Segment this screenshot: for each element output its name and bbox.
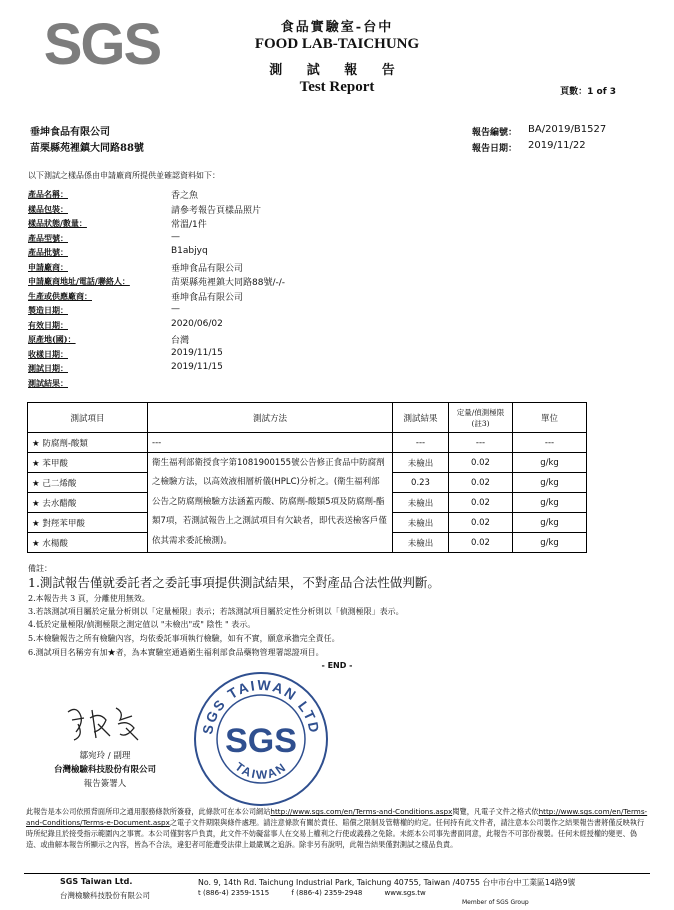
report-no-value: BA/2019/B1527 — [528, 124, 607, 135]
company-seal — [190, 668, 332, 810]
footer-company-en: SGS Taiwan Ltd. — [60, 877, 133, 886]
handwritten-signature — [62, 702, 142, 744]
group-limit: --- — [449, 433, 513, 453]
disclaimer-text: 此報告是本公司依照背面所印之通用服務條款所簽發，此條款可在本公司網站 — [26, 807, 271, 816]
method-text: 衛生福利部衛授食字第1081900155號公告修正食品中防腐劑之檢驗方法，以高效液相層析儀(HPLC)分析之。(衛生福利部公告之防腐劑檢驗方法涵蓋丙酸、防腐劑-酸類5項及防腐劑-酯類7項，若測試報告上之測試項目有欠缺者，即代表送檢客戶僅依其需求委託檢測)。 — [148, 453, 393, 553]
signer-company: 台灣檢驗科技股份有限公司 — [53, 765, 156, 775]
footer-contact: t (886-4) 2359-1515 f (886-4) 2359-2948 www.sgs.tw — [198, 889, 426, 897]
field-label: 測試日期： — [28, 363, 68, 373]
group-result: --- — [393, 433, 449, 453]
field-label: 申請廠商地址/電話/聯絡人： — [28, 276, 130, 286]
report-title-cn: 測 試 報 告 — [269, 63, 405, 78]
item-name: ★ 去水醋酸 — [28, 493, 148, 513]
field-value: 苗栗縣苑裡鎮大同路88號/-/- — [171, 278, 286, 288]
table-row — [28, 453, 587, 473]
field-value: 垂坤食品有限公司 — [171, 292, 244, 303]
field-label: 樣品包裝： — [28, 203, 68, 214]
item-result: 未檢出 — [393, 533, 449, 553]
item-unit: g/kg — [513, 473, 587, 493]
col-method: 測試方法 — [148, 403, 393, 433]
field-label: 有效日期： — [28, 319, 68, 330]
report-date-value: 2019/11/22 — [528, 140, 586, 151]
svg-text:SGS TAIWAN LTD: SGS TAIWAN LTD — [199, 676, 323, 736]
field-label: 產品名稱： — [28, 189, 68, 199]
item-limit: 0.02 — [449, 473, 513, 493]
field-label: 產品批號： — [28, 247, 68, 257]
e-doc-terms-link[interactable]: http://www.sgs.com/en/Terms-and-Conditions/Terms-e-Document.aspx — [26, 807, 648, 827]
field-label: 產品型號： — [28, 232, 68, 243]
item-result: 0.23 — [393, 473, 449, 493]
item-name: ★ 己二烯酸 — [28, 473, 148, 493]
footer-member: Member of SGS Group — [462, 899, 529, 906]
report-title-en: Test Report — [299, 79, 375, 95]
results-table — [27, 402, 587, 553]
field-value: 2019/11/15 — [171, 362, 223, 372]
field-label: 生產或供應廠商： — [28, 290, 92, 301]
item-name: ★ 對羥苯甲酸 — [28, 513, 148, 533]
item-result: 未檢出 — [393, 513, 449, 533]
lab-name-cn: 食品實驗室-台中 — [280, 20, 394, 35]
disclaimer-text: 閱覽，凡電子文件之格式依 — [452, 807, 539, 816]
item-unit: g/kg — [513, 513, 587, 533]
end-marker: - END - — [321, 661, 353, 670]
page-number: 頁數：1 of 3 — [560, 87, 616, 97]
signer-role: 報告簽署人 — [83, 779, 127, 789]
field-label: 樣品狀態/數量： — [28, 218, 87, 228]
item-name: ★ 苯甲酸 — [28, 453, 148, 473]
field-label: 原產地(國)： — [28, 334, 76, 344]
table-row — [28, 433, 587, 453]
disclaimer-text: 之電子文件期限與條件處理。請注意條款有關於責任、賠償之限制及管轄權的約定。任何持有此文件者，請注意本公司製作之結果報告書將僅反映執行時所紀錄且於接受指示範圍內之事實。本公司僅對客戶負責，此文件不妨礙當事人在交易上權利之行使或義務之免除。未經本公司事先書面同意，此報告不可部份複製。任何未經授權的變更、偽造、或曲解本報告所顯示之內容，皆為不合法，違犯者可能遭受法律上最嚴厲之追訴。除非另有說明，此報告結果僅對測試之樣品負責。 — [26, 818, 645, 849]
report-no-label: 報告編號： — [472, 128, 518, 138]
item-limit: 0.02 — [449, 453, 513, 473]
col-item: 測試項目 — [28, 403, 148, 433]
item-limit: 0.02 — [449, 533, 513, 553]
field-value: 2019/11/15 — [171, 347, 223, 358]
group-unit: --- — [513, 433, 587, 453]
note-3: 3.若該測試項目屬於定量分析則以「定量極限」表示；若該測試項目屬於定性分析則以「偵測極限」表示。 — [28, 607, 404, 616]
lab-name-en: FOOD LAB-TAICHUNG — [254, 36, 420, 52]
item-result: 未檢出 — [393, 493, 449, 513]
item-unit: g/kg — [513, 493, 587, 513]
note-2: 2.本報告共 3 頁，分離使用無效。 — [28, 594, 150, 603]
item-unit: g/kg — [513, 453, 587, 473]
intro-text: 以下測試之樣品係由申請廠商所提供並確認資料如下： — [28, 171, 220, 180]
col-unit: 單位 — [513, 403, 587, 433]
field-value: — — [171, 231, 180, 242]
field-value: 常溫/1件 — [171, 220, 207, 230]
group-method: --- — [148, 433, 393, 453]
item-result: 未檢出 — [393, 453, 449, 473]
field-label: 製造日期： — [28, 305, 68, 315]
client-name: 垂坤食品有限公司 — [30, 127, 110, 138]
field-value: B1abjyq — [171, 246, 208, 256]
field-label: 測試結果： — [28, 377, 68, 388]
table-header-row — [28, 403, 587, 433]
group-name: ★ 防腐劑-酸類 — [28, 433, 148, 453]
report-date-label: 報告日期： — [472, 144, 518, 154]
item-name: ★ 水楊酸 — [28, 533, 148, 553]
svg-text:TAIWAN: TAIWAN — [232, 759, 290, 782]
note-1: 1.測試報告僅就委託者之委託事項提供測試結果，不對產品合法性做判斷。 — [28, 575, 440, 590]
item-limit: 0.02 — [449, 513, 513, 533]
field-value: 台灣 — [171, 336, 190, 346]
signer-name: 鄒宛玲 / 副理 — [79, 751, 131, 761]
item-limit: 0.02 — [449, 493, 513, 513]
client-address: 苗栗縣苑裡鎮大同路88號 — [30, 143, 144, 154]
col-limit: 定量/偵測極限(註3) — [449, 403, 513, 433]
legal-disclaimer — [26, 806, 650, 850]
footer-address: No. 9, 14th Rd. Taichung Industrial Park, Taichung 40755, Taiwan /40755 台中市台中工業區14路9號 — [198, 878, 576, 887]
field-value: 請參考報告頁樣品照片 — [171, 205, 262, 216]
field-value: 垂坤食品有限公司 — [171, 263, 244, 274]
item-unit: g/kg — [513, 533, 587, 553]
svg-text:SGS: SGS — [43, 12, 161, 77]
footer-divider — [24, 873, 650, 874]
field-label: 收樣日期： — [28, 348, 68, 359]
field-value: 2020/06/02 — [171, 318, 223, 329]
field-label: 申請廠商： — [28, 261, 68, 272]
field-value: — — [171, 304, 180, 314]
svg-text:SGS: SGS — [225, 722, 297, 760]
note-4: 4.低於定量極限/偵測極限之測定值以 "未檢出"或" 陰性 " 表示。 — [28, 620, 256, 629]
note-6: 6.測試項目名稱旁有加★者，為本實驗室通過衛生福利部食品藥物管理署認證項目。 — [28, 648, 324, 657]
footer-company-cn: 台灣檢驗科技股份有限公司 — [60, 891, 150, 900]
terms-link[interactable]: http://www.sgs.com/en/Terms-and-Conditions.aspx — [270, 807, 453, 816]
note-5: 5.本檢驗報告之所有檢驗內容，均依委託事項執行檢驗，如有不實，願意承擔完全責任。 — [28, 634, 340, 643]
field-value: 香之魚 — [171, 191, 199, 201]
notes-title: 備註： — [28, 564, 52, 573]
col-result: 測試結果 — [393, 403, 449, 433]
